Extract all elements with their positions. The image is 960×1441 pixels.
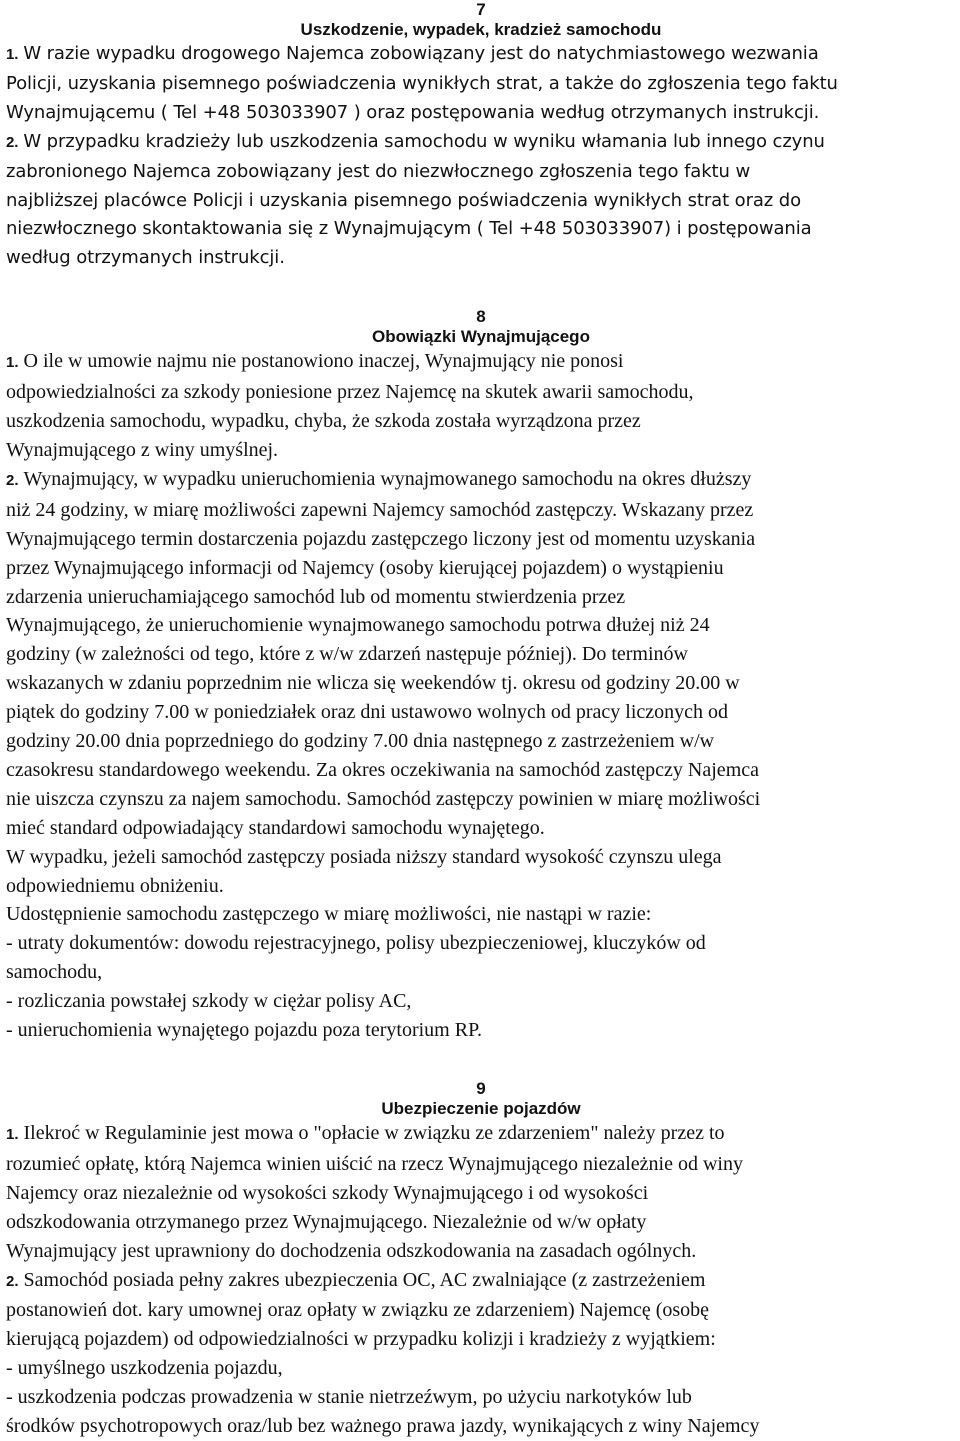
text-line: Wynajmującego z winy umyślnej. bbox=[6, 438, 279, 461]
paragraph-number: 2. bbox=[6, 471, 19, 489]
section-title: Uszkodzenie, wypadek, kradzież samochodu bbox=[300, 20, 662, 39]
text-line: Wynajmującego termin dostarczenia pojazdu zastępczego liczony jest od momentu uzyskania bbox=[6, 527, 756, 550]
text-line: Ilekroć w Regulaminie jest mowa o "opłacie w związku ze zdarzeniem" należy przez to bbox=[23, 1122, 725, 1144]
text-line: W razie wypadku drogowego Najemca zobowiązany jest do natychmiastowego wezwania bbox=[23, 43, 819, 64]
section-number: 9 bbox=[476, 1079, 486, 1098]
text-line: Najemcy oraz niezależnie od wysokości szkody Wynajmującego i od wysokości bbox=[6, 1181, 649, 1204]
text-line: - uszkodzenia podczas prowadzenia w stanie nietrzeźwym, po użyciu narkotyków lub bbox=[6, 1386, 692, 1409]
text-line: kierującą pojazdem) od odpowiedzialności w przypadku kolizji i kradzieży z wyjątkiem: bbox=[6, 1328, 716, 1351]
document-page bbox=[6, 0, 956, 1441]
paragraph-8-1 bbox=[6, 347, 956, 465]
section-9 bbox=[6, 1079, 956, 1441]
text-line: O ile w umowie najmu nie postanowiono inaczej, Wynajmujący nie ponosi bbox=[23, 350, 624, 373]
text-line: rozumieć opłatę, którą Najemca winien uiścić na rzecz Wynajmującego niezależnie od winy bbox=[6, 1152, 743, 1175]
text-line: Udostępnienie samochodu zastępczego w miarę możliwości, nie nastąpi w razie: bbox=[6, 903, 652, 926]
section-number: 7 bbox=[476, 0, 486, 19]
text-line: Wynajmujący jest uprawniony do dochodzenia odszkodowania na zasadach ogólnych. bbox=[6, 1239, 697, 1262]
section-7 bbox=[6, 0, 956, 273]
text-line: - umyślnego uszkodzenia pojazdu, bbox=[6, 1357, 283, 1380]
text-line: mieć standard odpowiadający standardowi samochodu wynajętego. bbox=[6, 816, 545, 839]
text-line: piątek do godziny 7.00 w poniedziałek oraz dni ustawowo wolnych od pracy liczonych od bbox=[6, 701, 729, 724]
text-line: godziny (w zależności od tego, które z w/w zdarzeń następuje później). Do terminów bbox=[6, 643, 688, 666]
text-line: W wypadku, jeżeli samochód zastępczy posiada niższy standard wysokość czynszu ulega bbox=[6, 845, 722, 868]
text-line: zdarzenia unieruchamiającego samochód lub od momentu stwierdzenia przez bbox=[6, 585, 626, 608]
text-line: przez Wynajmującego informacji od Najemcy (osoby kierującej pojazdem) o wystąpieniu bbox=[6, 556, 724, 579]
text-line: niezwłocznego skontaktowania się z Wynajmującym ( Tel +48 503033907) i postępowania bbox=[6, 218, 812, 240]
text-line: nie uiszcza czynszu za najem samochodu. Samochód zastępczy powinien w miarę możliwości bbox=[6, 787, 761, 810]
section-title: Ubezpieczenie pojazdów bbox=[381, 1099, 581, 1118]
text-line: Samochód posiada pełny zakres ubezpieczenia OC, AC zwalniające (z zastrzeżeniem bbox=[23, 1268, 706, 1291]
text-line: Wynajmującego, że unieruchomienie wynajmowanego samochodu potrwa dłużej niż 24 bbox=[6, 614, 710, 637]
text-line: uszkodzenia samochodu, wypadku, chyba, że szkoda została wyrządzona przez bbox=[6, 410, 641, 433]
text-line: środków psychotropowych oraz/lub bez ważnego prawa jazdy, wynikających z winy Najemcy bbox=[6, 1415, 760, 1438]
paragraph-7-2 bbox=[6, 128, 956, 274]
paragraph-7-1 bbox=[6, 40, 956, 128]
text-line: W przypadku kradzieży lub uszkodzenia samochodu w wyniku włamania lub innego czynu bbox=[23, 130, 825, 152]
text-line: - utraty dokumentów: dowodu rejestracyjnego, polisy ubezpieczeniowej, kluczyków od bbox=[6, 932, 706, 955]
section-title: Obowiązki Wynajmującego bbox=[372, 327, 590, 347]
text-line: Policji, uzyskania pisemnego poświadczenia wynikłych strat, a także do zgłoszenia tego faktu bbox=[6, 72, 838, 94]
text-line: - rozliczania powstałej szkody w ciężar polisy AC, bbox=[6, 990, 412, 1013]
text-line: - unieruchomienia wynajętego pojazdu poza terytorium RP. bbox=[6, 1019, 482, 1042]
text-line: odpowiedzialności za szkody poniesione przez Najemcę na skutek awarii samochodu, bbox=[6, 381, 694, 404]
paragraph-9-2 bbox=[6, 1266, 956, 1441]
section-8 bbox=[6, 307, 956, 1045]
text-line: postanowień dot. kary umownej oraz opłaty w związku ze zdarzeniem) Najemcę (osobę bbox=[6, 1299, 710, 1322]
text-line: według otrzymanych instrukcji. bbox=[6, 247, 285, 269]
text-line: zabronionego Najemca zobowiązany jest do niezwłocznego zgłoszenia tego faktu w bbox=[6, 160, 751, 182]
text-line: najbliższej placówce Policji i uzyskania pisemnego poświadczenia wynikłych strat oraz do bbox=[6, 189, 802, 211]
text-line: godziny 20.00 dnia poprzedniego do godziny 7.00 dnia następnego z zastrzeżeniem w/w bbox=[6, 730, 715, 753]
paragraph-number: 1. bbox=[6, 1126, 19, 1143]
paragraph-8-2 bbox=[6, 465, 956, 1045]
text-line: niż 24 godziny, w miarę możliwości zapewni Najemcy samochód zastępczy. Wskazany przez bbox=[6, 498, 754, 521]
paragraph-number: 2. bbox=[6, 133, 19, 151]
text-line: Wynajmujący, w wypadku unieruchomienia wynajmowanego samochodu na okres dłuższy bbox=[23, 467, 752, 490]
paragraph-number: 1. bbox=[6, 354, 19, 372]
paragraph-9-1 bbox=[6, 1119, 956, 1266]
text-line: Wynajmującemu ( Tel +48 503033907 ) oraz postępowania według otrzymanych instrukcji. bbox=[6, 101, 820, 123]
text-line: czasokresu standardowego weekendu. Za okres oczekiwania na samochód zastępczy Najemca bbox=[6, 758, 759, 781]
text-line: wskazanych w zdaniu poprzednim nie wlicza się weekendów tj. okresu od godziny 20.00 w bbox=[6, 672, 740, 695]
paragraph-number: 1. bbox=[6, 46, 19, 63]
paragraph-number: 2. bbox=[6, 1272, 19, 1290]
text-line: odszkodowania otrzymanego przez Wynajmującego. Niezależnie od w/w opłaty bbox=[6, 1210, 647, 1233]
text-line: odpowiedniemu obniżeniu. bbox=[6, 874, 224, 897]
section-number: 8 bbox=[476, 307, 486, 327]
text-line: samochodu, bbox=[6, 961, 103, 984]
